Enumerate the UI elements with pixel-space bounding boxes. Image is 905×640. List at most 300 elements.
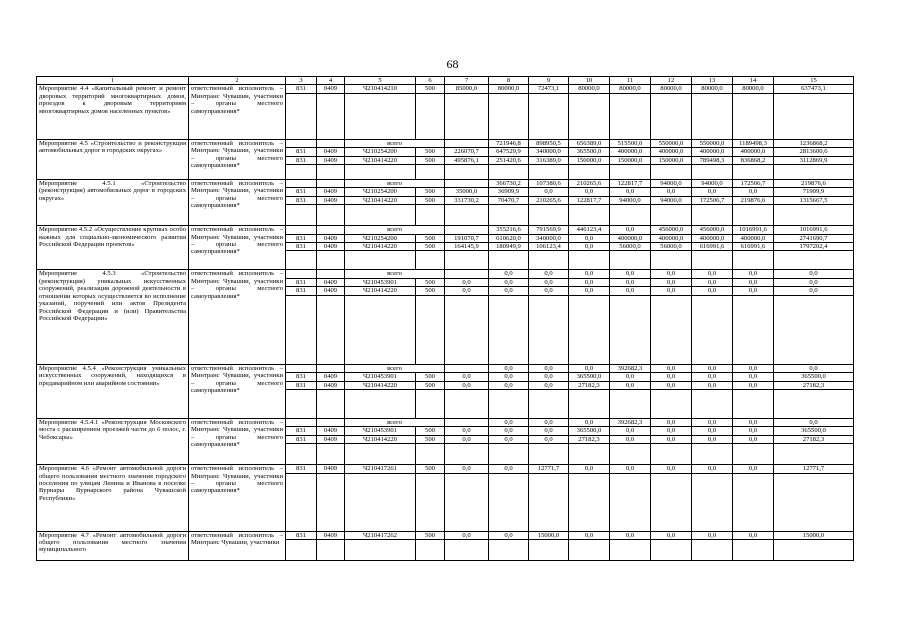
amount-value: 210265,6 bbox=[529, 196, 569, 204]
amount-value: 0,0 bbox=[569, 278, 610, 286]
budget-table bbox=[36, 76, 854, 561]
amount-value: 0,0 bbox=[733, 531, 774, 539]
empty-cell bbox=[489, 389, 529, 418]
section-code: 0409 bbox=[317, 465, 345, 473]
empty-cell bbox=[286, 389, 317, 418]
amount-value: 0,0 bbox=[610, 278, 651, 286]
total-value: 1189498,3 bbox=[733, 139, 774, 147]
empty-cell bbox=[345, 473, 416, 531]
amount-value: 122817,7 bbox=[569, 196, 610, 204]
expense-type-code: 500 bbox=[416, 148, 445, 156]
header-row bbox=[37, 77, 854, 85]
amount-value: 0,0 bbox=[569, 188, 610, 196]
grbs-code: 831 bbox=[286, 234, 317, 242]
empty-cell bbox=[416, 444, 445, 465]
amount-value: 180949,9 bbox=[489, 243, 529, 251]
empty-cell bbox=[692, 295, 733, 364]
amount-value: 85000,0 bbox=[445, 85, 489, 93]
target-article-code: Ч210414210 bbox=[345, 85, 416, 93]
empty-cell bbox=[286, 139, 317, 147]
page-number: 68 bbox=[446, 57, 459, 71]
amount-value: 400000,0 bbox=[610, 148, 651, 156]
amount-value: 0,0 bbox=[529, 188, 569, 196]
amount-value: 365500,0 bbox=[774, 427, 854, 435]
empty-cell bbox=[445, 165, 489, 180]
column-header: 14 bbox=[733, 77, 774, 85]
target-article-code: Ч210254200 bbox=[345, 188, 416, 196]
target-article-code: Ч210453901 bbox=[345, 373, 416, 381]
amount-value: 80000,0 bbox=[692, 85, 733, 93]
total-value: 122817,7 bbox=[610, 180, 651, 188]
total-value: 0,0 bbox=[610, 226, 651, 234]
amount-value: 219876,6 bbox=[733, 196, 774, 204]
amount-value: 0,0 bbox=[733, 373, 774, 381]
empty-cell bbox=[286, 473, 317, 531]
table-row-total bbox=[37, 418, 854, 426]
amount-value: 2741690,7 bbox=[774, 234, 854, 242]
empty-cell bbox=[489, 444, 529, 465]
total-value: 355216,6 bbox=[489, 226, 529, 234]
column-header: 2 bbox=[189, 77, 286, 85]
total-value: 0,0 bbox=[569, 418, 610, 426]
responsible-executor: ответственный исполнитель – Минтранс Чувашии, участники – органы местного самоуправления* bbox=[189, 180, 286, 226]
section-code: 0409 bbox=[317, 156, 345, 164]
empty-cell bbox=[733, 165, 774, 180]
empty-cell bbox=[445, 389, 489, 418]
grbs-code: 831 bbox=[286, 156, 317, 164]
amount-value: 0,0 bbox=[651, 373, 692, 381]
column-header: 4 bbox=[317, 77, 345, 85]
amount-value: 0,0 bbox=[692, 188, 733, 196]
amount-value: 1797202,4 bbox=[774, 243, 854, 251]
amount-value: 3112869,9 bbox=[774, 156, 854, 164]
grbs-code: 831 bbox=[286, 531, 317, 539]
amount-value: 0,0 bbox=[692, 465, 733, 473]
grbs-code: 831 bbox=[286, 427, 317, 435]
empty-cell bbox=[445, 139, 489, 147]
empty-cell bbox=[529, 389, 569, 418]
empty-cell bbox=[489, 539, 529, 560]
empty-cell bbox=[610, 93, 651, 139]
amount-value: 0,0 bbox=[489, 435, 529, 443]
empty-cell bbox=[692, 93, 733, 139]
amount-value: 80000,0 bbox=[569, 85, 610, 93]
empty-cell bbox=[345, 165, 416, 180]
empty-cell bbox=[317, 418, 345, 426]
measure-name: Мероприятие 4.5 «Строительство и реконструкция автомобильных дорог в городских округах» bbox=[37, 139, 189, 179]
total-value: 656389,0 bbox=[569, 139, 610, 147]
total-value: 1016991,6 bbox=[774, 226, 854, 234]
empty-cell bbox=[529, 539, 569, 560]
amount-value: 400000,0 bbox=[692, 234, 733, 242]
column-header: 8 bbox=[489, 77, 529, 85]
empty-cell bbox=[569, 389, 610, 418]
amount-value: 0,0 bbox=[733, 287, 774, 295]
amount-value: 0,0 bbox=[733, 381, 774, 389]
section-code: 0409 bbox=[317, 243, 345, 251]
total-value: 0,0 bbox=[651, 364, 692, 372]
grbs-code: 831 bbox=[286, 148, 317, 156]
amount-value: 0,0 bbox=[445, 381, 489, 389]
empty-cell bbox=[569, 205, 610, 226]
empty-cell bbox=[529, 251, 569, 270]
amount-value: 0,0 bbox=[651, 435, 692, 443]
empty-cell bbox=[445, 251, 489, 270]
amount-value: 0,0 bbox=[610, 531, 651, 539]
amount-value: 0,0 bbox=[569, 234, 610, 242]
amount-value: 106123,4 bbox=[529, 243, 569, 251]
empty-cell bbox=[733, 251, 774, 270]
amount-value: 0,0 bbox=[651, 287, 692, 295]
empty-cell bbox=[651, 389, 692, 418]
empty-cell bbox=[416, 539, 445, 560]
empty-cell bbox=[610, 389, 651, 418]
target-article-code: Ч210414220 bbox=[345, 287, 416, 295]
amount-value: 0,0 bbox=[774, 278, 854, 286]
table-row-total bbox=[37, 226, 854, 234]
amount-value: 150000,0 bbox=[651, 156, 692, 164]
section-code: 0409 bbox=[317, 85, 345, 93]
grbs-code: 831 bbox=[286, 243, 317, 251]
empty-cell bbox=[317, 180, 345, 188]
expense-type-code: 500 bbox=[416, 465, 445, 473]
target-article-code: Ч210254200 bbox=[345, 148, 416, 156]
column-header: 12 bbox=[651, 77, 692, 85]
amount-value: 0,0 bbox=[445, 435, 489, 443]
amount-value: 191070,7 bbox=[445, 234, 489, 242]
amount-value: 56000,0 bbox=[610, 243, 651, 251]
amount-value: 0,0 bbox=[489, 373, 529, 381]
empty-cell bbox=[345, 93, 416, 139]
total-value: 0,0 bbox=[489, 270, 529, 278]
total-value: 0,0 bbox=[692, 270, 733, 278]
empty-cell bbox=[692, 205, 733, 226]
column-header: 6 bbox=[416, 77, 445, 85]
total-label: всего bbox=[345, 418, 445, 426]
empty-cell bbox=[286, 418, 317, 426]
expense-type-code: 500 bbox=[416, 85, 445, 93]
column-header: 5 bbox=[345, 77, 416, 85]
total-value: 446123,4 bbox=[569, 226, 610, 234]
section-code: 0409 bbox=[317, 278, 345, 286]
amount-value: 226070,7 bbox=[445, 148, 489, 156]
amount-value: 35000,0 bbox=[445, 188, 489, 196]
amount-value: 0,0 bbox=[445, 373, 489, 381]
total-value: 0,0 bbox=[529, 270, 569, 278]
amount-value: 340000,0 bbox=[529, 148, 569, 156]
expense-type-code: 500 bbox=[416, 188, 445, 196]
empty-cell bbox=[445, 226, 489, 234]
amount-value: 0,0 bbox=[610, 373, 651, 381]
amount-value: 12771,7 bbox=[529, 465, 569, 473]
empty-cell bbox=[610, 473, 651, 531]
total-value: 0,0 bbox=[529, 364, 569, 372]
empty-cell bbox=[286, 251, 317, 270]
expense-type-code: 500 bbox=[416, 278, 445, 286]
empty-cell bbox=[569, 473, 610, 531]
amount-value: 1315667,5 bbox=[774, 196, 854, 204]
total-label: всего bbox=[345, 226, 445, 234]
empty-cell bbox=[529, 295, 569, 364]
amount-value: 0,0 bbox=[610, 188, 651, 196]
amount-value: 0,0 bbox=[489, 278, 529, 286]
empty-cell bbox=[529, 444, 569, 465]
empty-cell bbox=[317, 93, 345, 139]
empty-cell bbox=[651, 295, 692, 364]
section-code: 0409 bbox=[317, 188, 345, 196]
empty-cell bbox=[416, 93, 445, 139]
amount-value: 0,0 bbox=[651, 465, 692, 473]
empty-cell bbox=[489, 473, 529, 531]
amount-value: 0,0 bbox=[529, 435, 569, 443]
amount-value: 164145,9 bbox=[445, 243, 489, 251]
responsible-executor: ответственный исполнитель – Минтранс Чувашии, участники – органы местного самоуправления* bbox=[189, 364, 286, 418]
grbs-code: 831 bbox=[286, 188, 317, 196]
amount-value: 251420,6 bbox=[489, 156, 529, 164]
amount-value: 0,0 bbox=[610, 465, 651, 473]
amount-value: 0,0 bbox=[692, 278, 733, 286]
empty-cell bbox=[733, 539, 774, 560]
amount-value: 0,0 bbox=[569, 243, 610, 251]
expense-type-code: 500 bbox=[416, 427, 445, 435]
empty-cell bbox=[416, 165, 445, 180]
empty-cell bbox=[317, 389, 345, 418]
responsible-executor: ответственный исполнитель – Минтранс Чувашии, участники – органы местного самоуправления* bbox=[189, 418, 286, 464]
empty-cell bbox=[345, 205, 416, 226]
amount-value: 400000,0 bbox=[692, 148, 733, 156]
table-row-total bbox=[37, 270, 854, 278]
table-row-total bbox=[37, 364, 854, 372]
empty-cell bbox=[286, 165, 317, 180]
empty-cell bbox=[445, 270, 489, 278]
amount-value: 340000,0 bbox=[529, 234, 569, 242]
section-code: 0409 bbox=[317, 427, 345, 435]
empty-cell bbox=[445, 205, 489, 226]
grbs-code: 831 bbox=[286, 373, 317, 381]
amount-value: 0,0 bbox=[489, 465, 529, 473]
table-row bbox=[37, 85, 854, 93]
column-header: 11 bbox=[610, 77, 651, 85]
total-value: 0,0 bbox=[569, 364, 610, 372]
total-value: 0,0 bbox=[774, 364, 854, 372]
total-value: 550000,0 bbox=[692, 139, 733, 147]
amount-value: 0,0 bbox=[733, 427, 774, 435]
empty-cell bbox=[317, 364, 345, 372]
amount-value: 150000,0 bbox=[569, 156, 610, 164]
amount-value: 637473,1 bbox=[774, 85, 854, 93]
grbs-code: 831 bbox=[286, 381, 317, 389]
section-code: 0409 bbox=[317, 234, 345, 242]
amount-value: 80000,0 bbox=[733, 85, 774, 93]
total-value: 0,0 bbox=[774, 270, 854, 278]
column-header: 7 bbox=[445, 77, 489, 85]
amount-value: 0,0 bbox=[733, 188, 774, 196]
empty-cell bbox=[286, 205, 317, 226]
empty-cell bbox=[286, 180, 317, 188]
empty-cell bbox=[610, 165, 651, 180]
amount-value: 12771,7 bbox=[774, 465, 854, 473]
amount-value: 0,0 bbox=[445, 531, 489, 539]
amount-value: 0,0 bbox=[692, 427, 733, 435]
amount-value: 365500,0 bbox=[569, 148, 610, 156]
empty-cell bbox=[445, 418, 489, 426]
section-code: 0409 bbox=[317, 531, 345, 539]
empty-cell bbox=[445, 473, 489, 531]
section-code: 0409 bbox=[317, 381, 345, 389]
empty-cell bbox=[692, 251, 733, 270]
grbs-code: 831 bbox=[286, 278, 317, 286]
amount-value: 0,0 bbox=[529, 427, 569, 435]
empty-cell bbox=[317, 539, 345, 560]
measure-name: Мероприятие 4.7 «Ремонт автомобильной дороги общего пользования местного значения муниципального bbox=[37, 531, 189, 560]
total-value: 392682,3 bbox=[610, 364, 651, 372]
empty-cell bbox=[286, 444, 317, 465]
total-value: 0,0 bbox=[651, 270, 692, 278]
amount-value: 400000,0 bbox=[733, 148, 774, 156]
amount-value: 365500,0 bbox=[569, 427, 610, 435]
total-value: 0,0 bbox=[489, 418, 529, 426]
target-article-code: Ч210414220 bbox=[345, 196, 416, 204]
amount-value: 0,0 bbox=[610, 381, 651, 389]
amount-value: 0,0 bbox=[569, 287, 610, 295]
amount-value: 0,0 bbox=[651, 427, 692, 435]
empty-cell bbox=[416, 295, 445, 364]
amount-value: 0,0 bbox=[692, 287, 733, 295]
amount-value: 0,0 bbox=[692, 381, 733, 389]
empty-cell bbox=[286, 539, 317, 560]
expense-type-code: 500 bbox=[416, 531, 445, 539]
empty-cell bbox=[651, 539, 692, 560]
empty-cell bbox=[651, 251, 692, 270]
empty-cell bbox=[610, 251, 651, 270]
empty-cell bbox=[692, 473, 733, 531]
empty-cell bbox=[733, 444, 774, 465]
amount-value: 0,0 bbox=[733, 465, 774, 473]
empty-cell bbox=[774, 165, 854, 180]
target-article-code: Ч210414220 bbox=[345, 156, 416, 164]
amount-value: 80000,0 bbox=[489, 85, 529, 93]
total-value: 107380,6 bbox=[529, 180, 569, 188]
column-header: 10 bbox=[569, 77, 610, 85]
empty-cell bbox=[651, 473, 692, 531]
empty-cell bbox=[529, 93, 569, 139]
column-header: 1 bbox=[37, 77, 189, 85]
empty-cell bbox=[610, 539, 651, 560]
empty-cell bbox=[774, 93, 854, 139]
total-value: 0,0 bbox=[489, 364, 529, 372]
empty-cell bbox=[317, 139, 345, 147]
empty-cell bbox=[286, 226, 317, 234]
empty-cell bbox=[774, 205, 854, 226]
empty-cell bbox=[489, 93, 529, 139]
empty-cell bbox=[489, 295, 529, 364]
amount-value: 94000,0 bbox=[610, 196, 651, 204]
total-value: 219876,6 bbox=[774, 180, 854, 188]
empty-cell bbox=[651, 165, 692, 180]
empty-cell bbox=[345, 251, 416, 270]
amount-value: 400000,0 bbox=[610, 234, 651, 242]
empty-cell bbox=[733, 93, 774, 139]
total-value: 366730,2 bbox=[489, 180, 529, 188]
empty-cell bbox=[445, 180, 489, 188]
amount-value: 70470,7 bbox=[489, 196, 529, 204]
empty-cell bbox=[733, 205, 774, 226]
amount-value: 80000,0 bbox=[651, 85, 692, 93]
empty-cell bbox=[774, 473, 854, 531]
amount-value: 0,0 bbox=[651, 188, 692, 196]
amount-value: 15000,0 bbox=[529, 531, 569, 539]
empty-cell bbox=[445, 295, 489, 364]
empty-cell bbox=[489, 165, 529, 180]
empty-cell bbox=[416, 205, 445, 226]
column-header: 15 bbox=[774, 77, 854, 85]
empty-cell bbox=[529, 473, 569, 531]
total-value: 0,0 bbox=[733, 270, 774, 278]
empty-cell bbox=[692, 389, 733, 418]
empty-cell bbox=[569, 444, 610, 465]
empty-cell bbox=[692, 539, 733, 560]
empty-cell bbox=[569, 295, 610, 364]
amount-value: 616991,6 bbox=[733, 243, 774, 251]
amount-value: 56000,0 bbox=[651, 243, 692, 251]
empty-cell bbox=[651, 444, 692, 465]
empty-cell bbox=[286, 364, 317, 372]
expense-type-code: 500 bbox=[416, 196, 445, 204]
amount-value: 495876,1 bbox=[445, 156, 489, 164]
table-row bbox=[37, 465, 854, 473]
total-value: 0,0 bbox=[733, 364, 774, 372]
total-value: 456000,0 bbox=[651, 226, 692, 234]
amount-value: 331730,2 bbox=[445, 196, 489, 204]
amount-value: 27182,3 bbox=[774, 381, 854, 389]
empty-cell bbox=[317, 165, 345, 180]
empty-cell bbox=[774, 444, 854, 465]
section-code: 0409 bbox=[317, 287, 345, 295]
amount-value: 0,0 bbox=[529, 373, 569, 381]
empty-cell bbox=[733, 389, 774, 418]
amount-value: 0,0 bbox=[733, 435, 774, 443]
amount-value: 0,0 bbox=[569, 465, 610, 473]
total-value: 172506,7 bbox=[733, 180, 774, 188]
section-code: 0409 bbox=[317, 196, 345, 204]
empty-cell bbox=[317, 251, 345, 270]
measure-name: Мероприятие 4.5.1 «Строительство (реконструкция) автомобильных дорог в городских округах» bbox=[37, 180, 189, 226]
empty-cell bbox=[692, 444, 733, 465]
empty-cell bbox=[733, 295, 774, 364]
total-value: 1016991,6 bbox=[733, 226, 774, 234]
total-label: всего bbox=[345, 270, 445, 278]
amount-value: 0,0 bbox=[610, 287, 651, 295]
empty-cell bbox=[317, 270, 345, 278]
expense-type-code: 500 bbox=[416, 287, 445, 295]
empty-cell bbox=[610, 295, 651, 364]
empty-cell bbox=[445, 93, 489, 139]
table-row bbox=[37, 531, 854, 539]
table-row-total bbox=[37, 139, 854, 147]
amount-value: 0,0 bbox=[692, 435, 733, 443]
amount-value: 27182,3 bbox=[569, 381, 610, 389]
amount-value: 150000,0 bbox=[610, 156, 651, 164]
target-article-code: Ч210417262 bbox=[345, 531, 416, 539]
responsible-executor: ответственный исполнитель – Минтранс Чувашии, участники – органы местного самоуправления* bbox=[189, 85, 286, 139]
amount-value: 27182,3 bbox=[569, 435, 610, 443]
total-value: 456000,0 bbox=[692, 226, 733, 234]
amount-value: 365500,0 bbox=[774, 373, 854, 381]
expense-type-code: 500 bbox=[416, 156, 445, 164]
empty-cell bbox=[286, 93, 317, 139]
empty-cell bbox=[317, 226, 345, 234]
target-article-code: Ч210453901 bbox=[345, 278, 416, 286]
